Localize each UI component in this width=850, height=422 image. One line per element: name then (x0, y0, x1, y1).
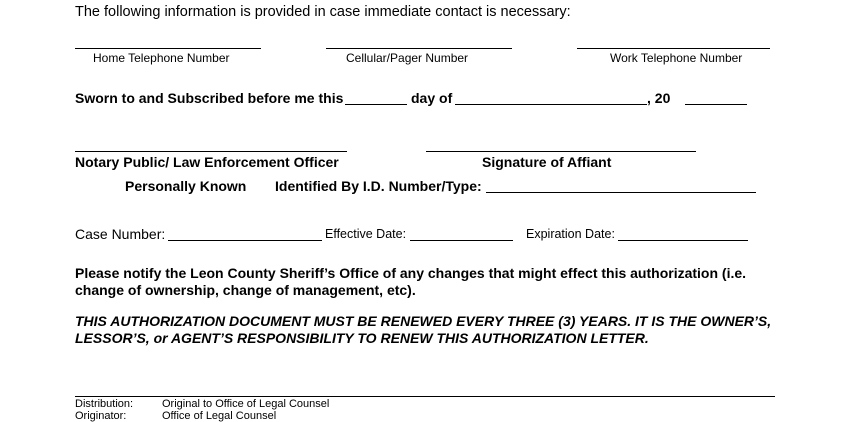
notary-signature-line[interactable] (75, 151, 347, 152)
intro-text: The following information is provided in case immediate contact is necessary: (75, 4, 571, 20)
originator-label: Originator: (75, 410, 127, 422)
case-number-label: Case Number: (75, 226, 166, 242)
identified-by-label: Identified By I.D. Number/Type: (275, 178, 482, 194)
work-phone-line[interactable] (577, 48, 770, 49)
home-phone-line[interactable] (75, 48, 261, 49)
notice-paragraph: Please notify the Leon County Sheriff’s Office of any changes that might effect this authorization (i.e. change of ownership, change of management, etc). (75, 265, 747, 298)
originator-value: Office of Legal Counsel (162, 410, 277, 422)
renewal-paragraph: THIS AUTHORIZATION DOCUMENT MUST BE RENEWED EVERY THREE (3) YEARS. IT IS THE OWNER’S, LESSOR’S, or AGENT’S RESPONSIBILITY TO RENEW THIS AUTHORIZATION LETTER. (75, 313, 772, 346)
sworn-month-line[interactable] (455, 104, 647, 105)
sworn-year-prefix: , 20 (647, 90, 671, 106)
effective-date-label: Effective Date: (325, 227, 407, 241)
home-phone-label: Home Telephone Number (93, 51, 230, 65)
distribution-value: Original to Office of Legal Counsel (162, 398, 330, 410)
distribution-label: Distribution: (75, 398, 134, 410)
affiant-signature-line[interactable] (426, 151, 696, 152)
sworn-year-line[interactable] (685, 104, 747, 105)
effective-date-line[interactable] (410, 240, 513, 241)
sworn-day-line[interactable] (345, 104, 407, 105)
affiant-label: Signature of Affiant (482, 154, 612, 170)
personally-known-label: Personally Known (125, 178, 247, 194)
sworn-prefix: Sworn to and Subscribed before me this (75, 90, 344, 106)
expiration-date-label: Expiration Date: (526, 227, 615, 241)
sworn-day-of: day of (411, 90, 453, 106)
notary-label: Notary Public/ Law Enforcement Officer (75, 154, 339, 170)
cell-phone-line[interactable] (326, 48, 512, 49)
id-number-line[interactable] (486, 192, 756, 193)
work-phone-label: Work Telephone Number (610, 51, 743, 65)
footer-divider (75, 396, 775, 397)
case-number-line[interactable] (168, 240, 322, 241)
expiration-date-line[interactable] (618, 240, 748, 241)
cell-phone-label: Cellular/Pager Number (346, 51, 469, 65)
